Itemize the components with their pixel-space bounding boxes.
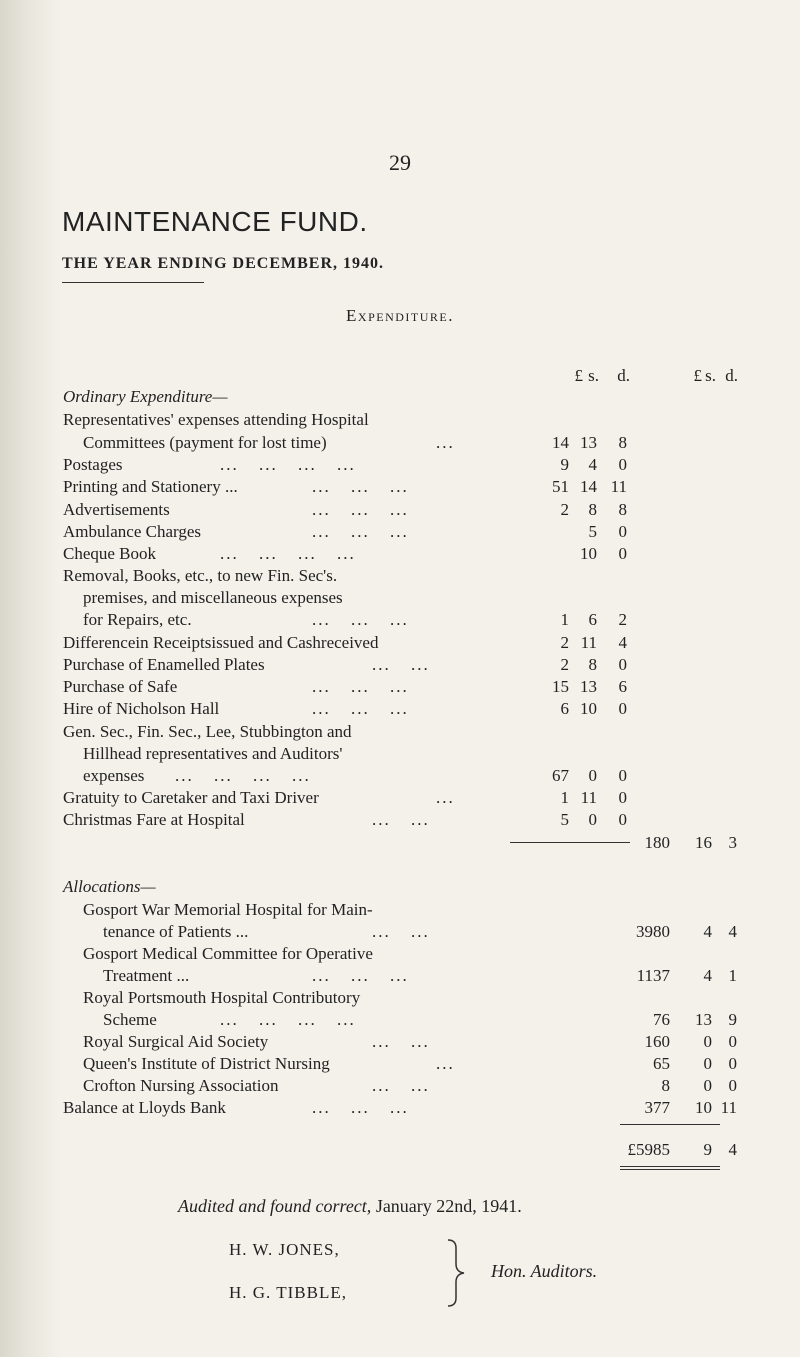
amount-pence: 0	[618, 544, 627, 563]
amount-pence: 0	[618, 766, 627, 785]
leader-dots: ... ... ... ...	[220, 455, 356, 474]
year-subtitle: THE YEAR ENDING DECEMBER, 1940.	[62, 255, 384, 272]
amount-shillings: 0	[588, 810, 597, 829]
total-pounds: 8	[661, 1076, 670, 1095]
leader-dots: ...	[436, 433, 455, 452]
item-label: Hire of Nicholson Hall	[63, 699, 220, 718]
header-total-pence: d.	[725, 366, 738, 385]
total-pounds: 3980	[636, 922, 670, 941]
item-label: Hillhead representatives and Auditors'	[83, 744, 343, 763]
total-shillings: 10	[695, 1098, 712, 1117]
amount-pence: 0	[618, 788, 627, 807]
item-label: Ambulance Charges	[63, 522, 202, 541]
amount-shillings: 10	[580, 699, 597, 718]
allocation-label: Gosport Medical Committee for Operative	[83, 944, 373, 963]
amount-shillings: 4	[588, 455, 597, 474]
total-shillings: 4	[703, 966, 712, 985]
amount-pence: 0	[618, 522, 627, 541]
total-shillings: 4	[703, 922, 712, 941]
amount-pence: 0	[618, 655, 627, 674]
item-label: Postages	[63, 455, 123, 474]
amount-pounds: 14	[552, 433, 569, 452]
allocation-label: Crofton Nursing Association	[83, 1076, 279, 1095]
allocation-label: Queen's Institute of District Nursing	[83, 1054, 330, 1073]
amount-pence: 6	[618, 677, 627, 696]
amount-pounds: 51	[552, 477, 569, 496]
total-shillings: 0	[703, 1054, 712, 1073]
grand-total-double-rule-2	[620, 1169, 720, 1170]
leader-dots: ... ... ...	[312, 610, 409, 629]
amount-pounds: 5	[560, 810, 569, 829]
total-shillings: 0	[703, 1076, 712, 1095]
audit-statement	[178, 1196, 522, 1217]
total-shillings: 13	[695, 1010, 712, 1029]
item-label: Differencein Receiptsissued and Cashreceived	[63, 633, 379, 652]
audit-statement-italic: Audited and found correct,	[178, 1196, 372, 1216]
leader-dots: ... ... ... ...	[220, 544, 356, 563]
amount-pence: 8	[618, 500, 627, 519]
item-label: expenses	[83, 766, 145, 785]
grand-total-pence: 4	[728, 1140, 737, 1159]
amount-pence: 2	[618, 610, 627, 629]
grand-total-top-rule	[620, 1124, 720, 1125]
item-label: Purchase of Safe	[63, 677, 178, 696]
item-label: Representatives' expenses attending Hospital	[63, 410, 369, 429]
amount-pounds: 1	[560, 788, 569, 807]
leader-dots: ... ... ...	[312, 677, 409, 696]
allocation-label: tenance of Patients ...	[103, 922, 249, 941]
grand-total-shillings: 9	[703, 1140, 712, 1159]
header-pence: d.	[617, 366, 630, 385]
fund-title: MAINTENANCE FUND.	[62, 206, 368, 237]
leader-dots: ...	[436, 1054, 455, 1073]
amount-shillings: 0	[588, 766, 597, 785]
amount-shillings: 11	[580, 788, 597, 807]
total-pence: 0	[728, 1076, 737, 1095]
total-pence: 0	[728, 1032, 737, 1051]
amount-pounds: 67	[552, 766, 569, 785]
leader-dots: ... ...	[372, 655, 430, 674]
leader-dots: ... ... ... ...	[220, 1010, 356, 1029]
leader-dots: ... ... ...	[312, 500, 409, 519]
amount-shillings: 8	[588, 500, 597, 519]
total-pounds: 1137	[636, 966, 670, 985]
leader-dots: ... ... ... ...	[175, 766, 311, 785]
amount-shillings: 6	[588, 610, 597, 629]
amount-pounds: 1	[560, 610, 569, 629]
item-label: Committees (payment for lost time)	[83, 433, 327, 452]
leader-dots: ... ... ...	[312, 966, 409, 985]
audit-date: January 22nd, 1941.	[375, 1196, 522, 1216]
amount-shillings: 5	[588, 522, 597, 541]
total-shillings: 0	[703, 1032, 712, 1051]
total-pounds: 65	[653, 1054, 670, 1073]
allocation-label: Scheme	[103, 1010, 157, 1029]
amount-shillings: 14	[580, 477, 597, 496]
allocation-label: Royal Surgical Aid Society	[83, 1032, 269, 1051]
section-heading: Expenditure.	[346, 306, 454, 325]
ordinary-expenditure-heading: Ordinary Expenditure—	[63, 387, 228, 406]
header-shillings: s.	[588, 366, 599, 385]
total-pence: 11	[720, 1098, 737, 1117]
leader-dots: ... ...	[372, 1032, 430, 1051]
amount-pounds: 2	[560, 633, 569, 652]
leader-dots: ...	[436, 788, 455, 807]
auditor-name: H. G. TIBBLE,	[229, 1283, 347, 1302]
header-total-shillings: s.	[705, 366, 716, 385]
title-rule	[62, 282, 204, 283]
item-label: Advertisements	[63, 500, 170, 519]
item-label: Gratuity to Caretaker and Taxi Driver	[63, 788, 319, 807]
total-pounds: 76	[653, 1010, 670, 1029]
total-pence: 1	[728, 966, 737, 985]
amount-pounds: 9	[560, 455, 569, 474]
total-pounds: 180	[644, 833, 670, 852]
total-pounds: 160	[644, 1032, 670, 1051]
amount-shillings: 11	[580, 633, 597, 652]
amount-pounds: 6	[560, 699, 569, 718]
leader-dots: ... ... ...	[312, 699, 409, 718]
leader-dots: ... ...	[372, 810, 430, 829]
balance-label: Balance at Lloyds Bank	[63, 1098, 226, 1117]
total-pence: 9	[728, 1010, 737, 1029]
amount-pence: 8	[618, 433, 627, 452]
amount-pounds: 2	[560, 655, 569, 674]
amount-pence: 4	[618, 633, 627, 652]
allocation-label: Treatment ...	[103, 966, 190, 985]
auditor-role: Hon. Auditors.	[491, 1261, 598, 1281]
item-label: Removal, Books, etc., to new Fin. Sec's.	[63, 566, 338, 585]
amount-pounds: 15	[552, 677, 569, 696]
total-pounds: 377	[644, 1098, 670, 1117]
amount-pence: 0	[618, 810, 627, 829]
item-label: Cheque Book	[63, 544, 157, 563]
leader-dots: ... ... ...	[312, 522, 409, 541]
allocation-label: Gosport War Memorial Hospital for Main-	[83, 900, 373, 919]
header-pounds: £	[574, 366, 583, 385]
amount-pence: 0	[618, 455, 627, 474]
auditor-brace	[444, 1236, 470, 1310]
amount-pence: 11	[610, 477, 627, 496]
item-label: premises, and miscellaneous expenses	[83, 588, 343, 607]
item-label: Printing and Stationery ...	[63, 477, 238, 496]
total-shillings: 16	[695, 833, 712, 852]
allocations-heading: Allocations—	[63, 877, 156, 896]
page-number: 29	[389, 150, 411, 175]
amount-pounds: 2	[560, 500, 569, 519]
leader-dots: ... ... ...	[312, 477, 409, 496]
leader-dots: ... ...	[372, 922, 430, 941]
grand-total-pounds: £5985	[627, 1140, 670, 1159]
total-pence: 3	[728, 833, 737, 852]
amount-shillings: 13	[580, 677, 597, 696]
item-label: Purchase of Enamelled Plates	[63, 655, 265, 674]
amount-pence: 0	[618, 699, 627, 718]
amount-shillings: 13	[580, 433, 597, 452]
auditor-name: H. W. JONES,	[229, 1240, 340, 1259]
grand-total-double-rule-1	[620, 1166, 720, 1167]
header-total-pounds: £	[693, 366, 702, 385]
amount-shillings: 10	[580, 544, 597, 563]
leader-dots: ... ... ...	[312, 1098, 409, 1117]
item-label: Christmas Fare at Hospital	[63, 810, 245, 829]
amount-shillings: 8	[588, 655, 597, 674]
total-pence: 0	[728, 1054, 737, 1073]
allocation-label: Royal Portsmouth Hospital Contributory	[83, 988, 361, 1007]
page-edge-shading	[0, 0, 60, 1357]
leader-dots: ... ...	[372, 1076, 430, 1095]
item-label: for Repairs, etc.	[83, 610, 192, 629]
total-pence: 4	[728, 922, 737, 941]
item-label: Gen. Sec., Fin. Sec., Lee, Stubbington and	[63, 722, 352, 741]
subtotal-rule	[510, 842, 630, 843]
